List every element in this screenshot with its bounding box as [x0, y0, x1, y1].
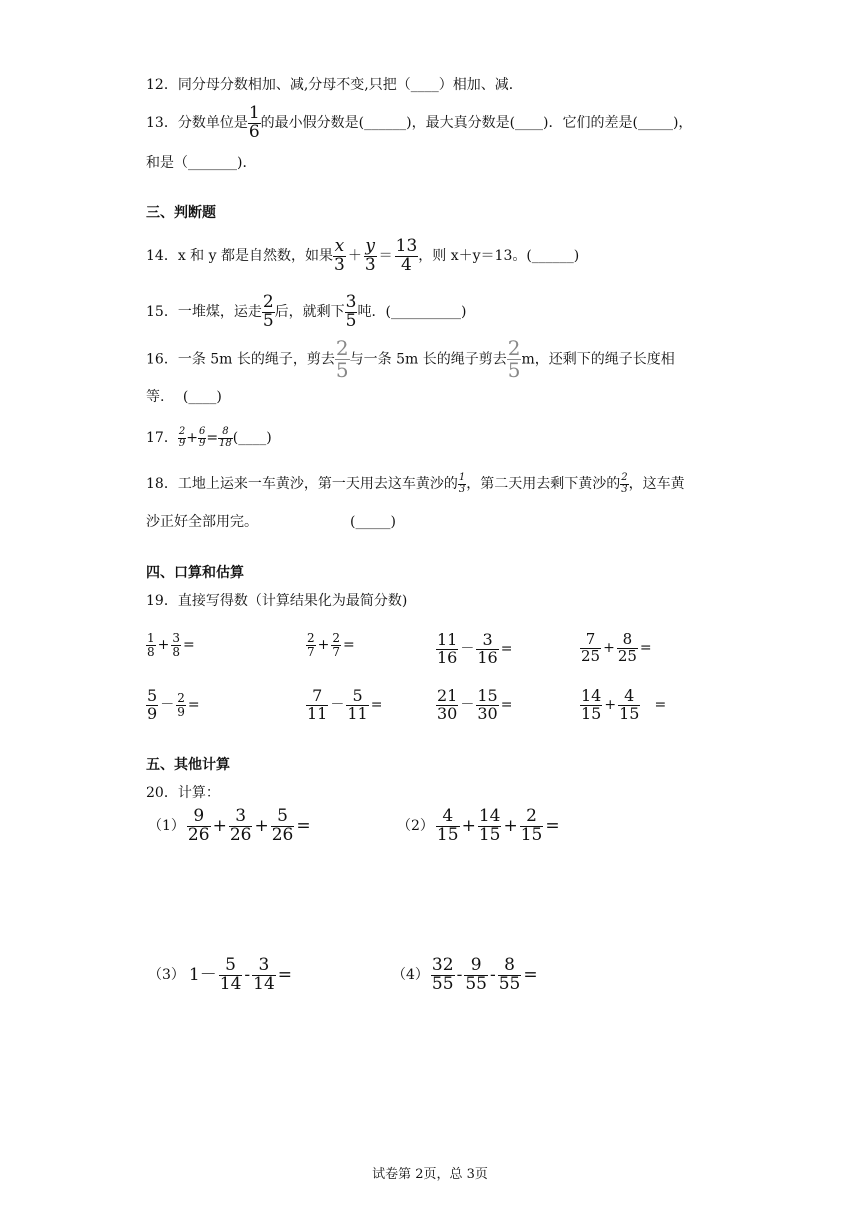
denominator: 25: [617, 646, 637, 665]
denominator: 3: [364, 254, 376, 275]
denominator: 26: [229, 824, 252, 845]
fraction: [146, 688, 158, 723]
q20-problem-2: [395, 808, 562, 845]
numerator: 11: [437, 630, 458, 649]
numerator: 2: [307, 631, 315, 645]
operator: =: [277, 964, 293, 985]
q18-suffix: ，这车黄: [628, 476, 685, 492]
operator: =: [183, 637, 195, 654]
section-heading-3: 三、判断题: [146, 205, 216, 221]
operator: =: [545, 815, 560, 836]
denominator: 8: [147, 644, 155, 659]
fraction: [395, 235, 419, 275]
fraction: [346, 688, 368, 723]
operator: =: [206, 430, 219, 446]
q15-prefix: 15．一堆煤，运走: [146, 304, 262, 320]
denominator: 9: [177, 704, 185, 719]
operator: －: [460, 697, 475, 714]
operator: =: [500, 641, 513, 658]
denominator: 11: [347, 703, 368, 723]
denominator: 55: [498, 973, 521, 994]
denominator: 5: [262, 310, 274, 331]
fraction: [436, 632, 458, 667]
numerator: 3: [229, 808, 253, 827]
oral-calc-item: [580, 632, 654, 665]
operator: －: [330, 697, 345, 714]
oral-calc-item: [436, 632, 514, 667]
fraction: [198, 427, 206, 449]
numerator: 3: [476, 632, 498, 650]
fraction: [271, 808, 295, 845]
q20-problem-3: [146, 957, 294, 994]
fraction: [219, 957, 243, 994]
q14-prefix: 14．x 和 y 都是自然数，如果: [146, 248, 333, 264]
denominator: 15: [520, 824, 543, 845]
denominator: 30: [477, 703, 498, 723]
numerator: 2: [262, 291, 274, 312]
question-16-line2: 等. (____): [146, 389, 222, 405]
denominator: 3: [621, 483, 628, 495]
denominator: 5: [335, 358, 349, 382]
q15-mid: 后，就剩下: [274, 304, 345, 320]
fraction: [218, 427, 233, 449]
operator: =: [343, 637, 355, 654]
fraction: [176, 692, 186, 718]
q18-prefix: 18．工地上运来一车黄沙，第一天用去这车黄沙的: [146, 476, 458, 492]
fraction: [187, 808, 211, 845]
fraction: [436, 808, 460, 845]
q16-mid: 与一条 5m 长的绳子剪去: [349, 351, 507, 368]
q18-mid: ，第二天用去剩下黄沙的: [466, 476, 621, 492]
denominator: 25: [581, 646, 601, 665]
denominator: 18: [219, 437, 232, 449]
operator: =: [370, 697, 383, 714]
operator: =: [654, 697, 667, 714]
fraction: [171, 632, 181, 658]
oral-calc-item: [580, 688, 668, 723]
question-12: 12．同分母分数相加、减,分母不变,只把（____）相加、减．: [146, 77, 523, 93]
numerator: 9: [464, 957, 488, 976]
fraction: [436, 688, 458, 723]
denominator: 9: [198, 437, 206, 449]
denominator: 55: [431, 973, 454, 994]
operator: +: [461, 815, 476, 836]
denominator: 15: [478, 824, 501, 845]
operator: +: [186, 430, 198, 446]
q13-prefix: 13．分数单位是: [146, 115, 248, 131]
numerator: 1: [458, 472, 466, 483]
oral-calc-item: [146, 688, 202, 723]
fraction: [617, 632, 638, 665]
fraction: [262, 291, 275, 331]
denominator: 55: [465, 973, 487, 994]
operator: =: [639, 640, 652, 657]
numerator: 5: [346, 688, 368, 706]
operator: +: [254, 815, 269, 836]
denominator: 30: [437, 703, 458, 723]
operator: +: [603, 640, 615, 657]
denominator: 15: [436, 824, 459, 845]
numerator: y: [365, 235, 376, 256]
operator: +: [157, 637, 170, 654]
q20-problem-1: [146, 808, 313, 845]
denominator: 16: [437, 647, 458, 667]
numerator: 32: [431, 955, 454, 975]
numerator: 1: [147, 631, 155, 645]
fraction: [478, 808, 502, 845]
fraction: [618, 688, 640, 723]
question-16: [146, 338, 675, 381]
numerator: 5: [271, 808, 295, 827]
operator: －: [460, 641, 475, 658]
q15-suffix: 吨．(__________): [357, 304, 467, 320]
oral-calc-item: [436, 688, 514, 723]
question-13-line2: 和是（_______)．: [146, 155, 257, 171]
operator: －: [160, 697, 175, 714]
numerator: 14: [478, 806, 501, 826]
denominator: 11: [307, 703, 328, 723]
fraction: [620, 473, 628, 495]
fraction: [306, 632, 316, 658]
numerator: 2: [332, 631, 341, 645]
fraction: [476, 632, 498, 667]
fraction: [580, 632, 601, 665]
numerator: 2: [507, 336, 521, 360]
fraction: [458, 473, 466, 495]
denominator: 14: [253, 973, 275, 994]
denominator: 7: [332, 644, 341, 659]
problem-label: （4）: [392, 967, 429, 984]
operator: -: [489, 964, 496, 985]
operator: ＝: [378, 248, 393, 264]
numerator: 1: [248, 102, 260, 123]
operator: +: [317, 637, 330, 654]
section-heading-4: 四、口算和估算: [146, 565, 244, 581]
numerator: 8: [498, 957, 522, 976]
fraction: [464, 957, 488, 994]
question-17: [146, 424, 272, 452]
question-18: [146, 470, 685, 498]
denominator: 7: [307, 644, 315, 659]
question-15: [146, 292, 466, 332]
denominator: 14: [219, 973, 242, 994]
numerator: 4: [436, 808, 460, 827]
leading-term: 1－: [188, 964, 217, 985]
fraction: [345, 291, 358, 331]
denominator: 3: [458, 483, 466, 495]
numerator: 2: [178, 426, 186, 437]
numerator: 7: [580, 632, 601, 649]
operator: =: [296, 815, 311, 836]
section-heading-5: 五、其他计算: [146, 757, 230, 773]
oral-calc-item: [306, 688, 384, 723]
numerator: 21: [437, 686, 458, 705]
numerator: 8: [617, 632, 638, 649]
fraction: [248, 102, 261, 142]
denominator: 3: [333, 254, 345, 275]
numerator: 15: [477, 686, 498, 705]
q13-suffix: 的最小假分数是(______)，最大真分数是(____)．它们的差是(_____)，: [260, 115, 693, 131]
operator: +: [503, 815, 518, 836]
denominator: 26: [271, 824, 294, 845]
fraction: [507, 338, 522, 381]
numerator: 5: [219, 957, 243, 976]
denominator: 5: [345, 310, 357, 331]
question-20-title: 20．计算：: [146, 785, 220, 801]
fraction: [498, 957, 522, 994]
numerator: 2: [621, 472, 628, 483]
problem-label: （1）: [148, 818, 185, 835]
operator: -: [244, 964, 251, 985]
numerator: 14: [581, 686, 602, 705]
fraction: [335, 338, 350, 381]
numerator: 2: [177, 691, 185, 706]
question-18-line2: 沙正好全部用完。: [146, 514, 258, 530]
denominator: 6: [248, 121, 260, 142]
denominator: 8: [172, 644, 181, 659]
question-19-title: 19．直接写得数（计算结果化为最简分数): [146, 593, 408, 609]
question-13: [146, 103, 692, 143]
problem-label: （3）: [148, 967, 185, 984]
q17-prefix: 17．: [146, 430, 178, 446]
fraction: [364, 235, 377, 275]
denominator: 16: [477, 647, 498, 667]
q14-suffix: ，则 x＋y＝13。(______): [418, 248, 580, 264]
numerator: 3: [172, 631, 181, 645]
operator: ＋: [347, 248, 362, 264]
denominator: 4: [401, 254, 412, 275]
q16-prefix: 16．一条 5m 长的绳子，剪去: [146, 351, 335, 368]
denominator: 9: [178, 437, 186, 449]
fraction: [331, 632, 341, 658]
q20-problem-4: [390, 957, 540, 994]
fraction: [333, 235, 346, 275]
numerator: 8: [218, 427, 233, 439]
fraction: [306, 688, 328, 723]
operator: -: [456, 964, 463, 985]
numerator: 3: [252, 957, 276, 976]
fraction: [252, 957, 276, 994]
numerator: 5: [147, 686, 158, 705]
denominator: 26: [187, 824, 210, 845]
operator: =: [187, 697, 200, 714]
fraction: [476, 688, 498, 723]
operator: +: [604, 697, 617, 714]
numerator: 9: [187, 808, 211, 827]
numerator: 2: [520, 808, 544, 827]
fraction: [431, 957, 455, 994]
q16-suffix: m，还剩下的绳子长度相: [521, 351, 675, 368]
numerator: 7: [306, 688, 328, 706]
numerator: 2: [335, 336, 349, 360]
denominator: 15: [619, 703, 640, 723]
page-footer: 试卷第 2页，总 3页: [372, 1167, 488, 1182]
fraction: [580, 688, 602, 723]
operator: +: [212, 815, 227, 836]
denominator: 9: [147, 703, 158, 723]
numerator: 6: [198, 426, 206, 437]
operator: =: [523, 964, 538, 985]
numerator: 3: [345, 291, 357, 312]
q17-suffix: (____): [232, 430, 272, 446]
problem-label: （2）: [397, 818, 434, 835]
numerator: 4: [618, 688, 640, 706]
fraction: [520, 808, 544, 845]
fraction: [178, 427, 186, 449]
denominator: 15: [581, 703, 602, 723]
numerator: 13: [395, 235, 418, 256]
oral-calc-item: [306, 632, 357, 658]
oral-calc-item: [146, 632, 197, 658]
fraction: [229, 808, 253, 845]
fraction: [146, 632, 156, 658]
question-14: [146, 236, 579, 276]
question-18-blank: (_____): [350, 514, 396, 530]
operator: =: [500, 697, 513, 714]
numerator: x: [334, 235, 345, 256]
denominator: 5: [507, 358, 521, 382]
